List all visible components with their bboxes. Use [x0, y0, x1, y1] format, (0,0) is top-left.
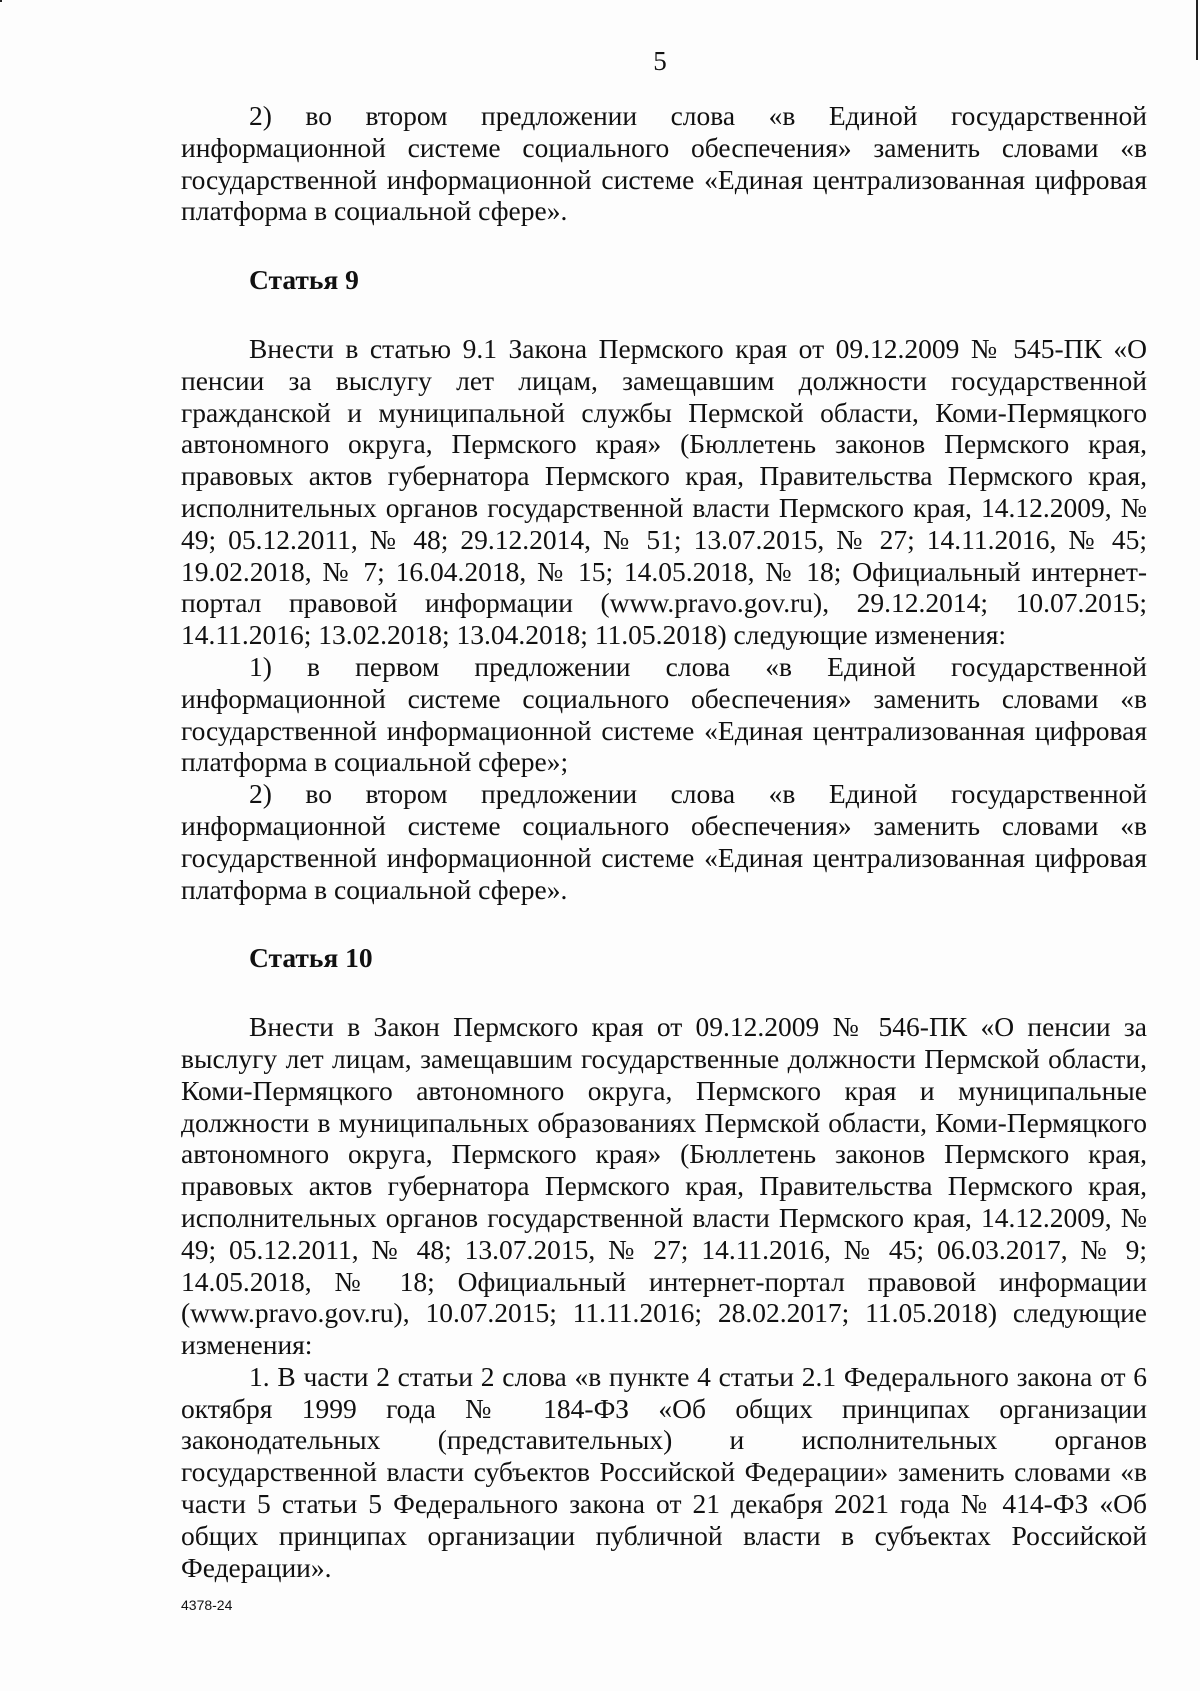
art10-item1: 1. В части 2 статьи 2 слова «в пункте 4 статьи 2.1 Федерального закона от 6 октября 1999 года № 184-ФЗ «Об общих принципах организации законодательных (представительных) и исполнительных органов государственной власти субъектов Российской Федерации» заменить словами «в части 5 статьи 5 Федерального закона от 21 декабря 2021 года № 414-ФЗ «Об общих принципах организации публичной власти в субъектах Российской Федерации».	[181, 1360, 1147, 1583]
art10-intro: Внести в Закон Пермского края от 09.12.2009 № 546-ПК «О пенсии за выслугу лет лицам, замещавшим государственные должности Пермской области, Коми-Пермяцкого автономного округа, Пермского края и муниципальные должности в муниципальных образованиях Пермской области, Коми-Пермяцкого автономного округа, Пермского края» (Бюллетень законов Пермского края, правовых актов губернатора Пермского края, Правительства Пермского края, исполнительных органов государственной власти Пермского края, 14.12.2009, № 49; 05.12.2011, № 48; 13.07.2015, № 27; 14.11.2016, № 45; 06.03.2017, № 9; 14.05.2018, № 18; Официальный интернет-портал правовой информации (www.pravo.gov.ru), 10.07.2015; 11.11.2016; 28.02.2017; 11.05.2018) следующие изменения:	[181, 1011, 1147, 1361]
article-9-heading: Статья 9	[249, 264, 359, 296]
page-number: 5	[653, 46, 667, 76]
scan-edge-mark	[0, 0, 2, 2]
art9-item2: 2) во втором предложении слова «в Единой государственной информационной системе социального обеспечения» заменить словами «в государственной информационной системе «Единая централизованная цифровая платформа в социальной сфере».	[181, 778, 1147, 905]
art9-intro: Внести в статью 9.1 Закона Пермского края от 09.12.2009 № 545-ПК «О пенсии за выслугу лет лицам, замещавшим должности государственной гражданской и муниципальной службы Пермской области, Коми-Пермяцкого автономного округа, Пермского края» (Бюллетень законов Пермского края, правовых актов губернатора Пермского края, Правительства Пермского края, исполнительных органов государственной власти Пермского края, 14.12.2009, № 49; 05.12.2011, № 48; 29.12.2014, № 51; 13.07.2015, № 27; 14.11.2016, № 45; 19.02.2018, № 7; 16.04.2018, № 15; 14.05.2018, № 18; Официальный интернет-портал правовой информации (www.pravo.gov.ru), 29.12.2014; 10.07.2015; 14.11.2016; 13.02.2018; 13.04.2018; 11.05.2018) следующие изменения:	[181, 332, 1147, 651]
document-code: 4378-24	[181, 1597, 233, 1613]
article-10-heading: Статья 10	[249, 942, 373, 974]
art8-item2: 2) во втором предложении слова «в Единой государственной информационной системе социального обеспечения» заменить словами «в государственной информационной системе «Единая централизованная цифровая платформа в социальной сфере».	[181, 100, 1147, 227]
document-body	[181, 100, 1147, 1583]
art9-item1: 1) в первом предложении слова «в Единой государственной информационной системе социального обеспечения» заменить словами «в государственной информационной системе «Единая централизованная цифровая платформа в социальной сфере»;	[181, 650, 1147, 778]
